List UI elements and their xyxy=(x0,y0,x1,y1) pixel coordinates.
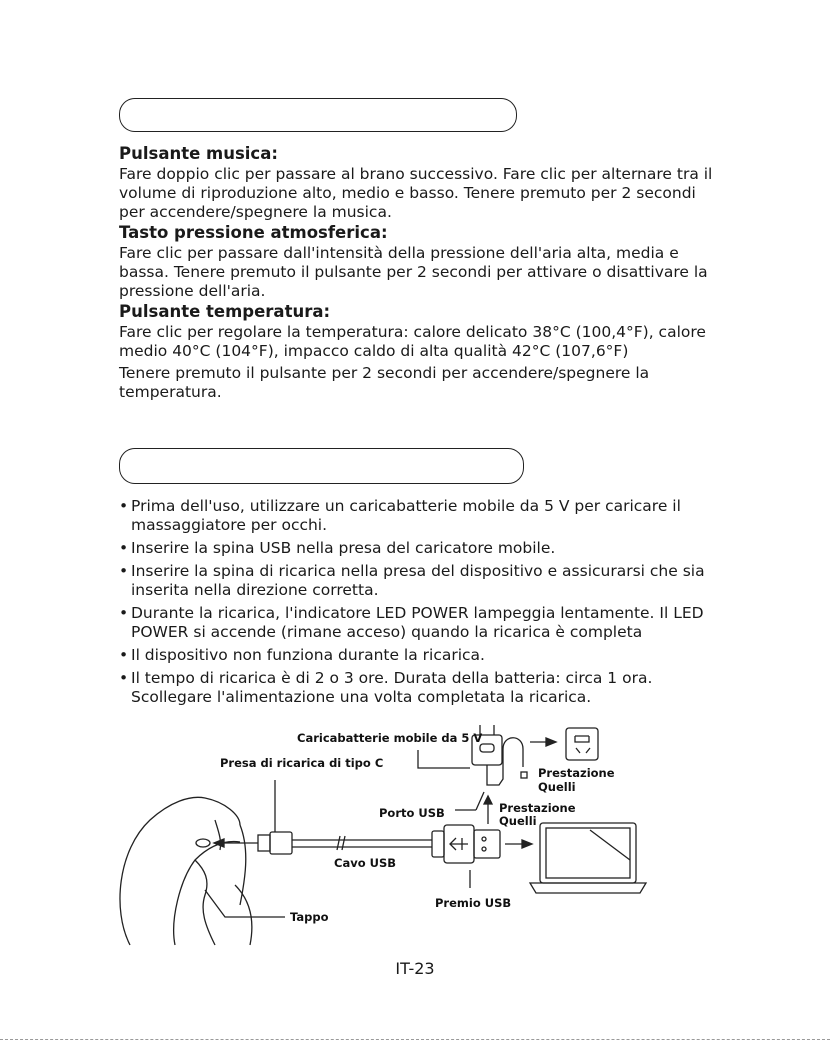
performance-label-1a: Prestazione xyxy=(538,766,615,780)
list-item: • Prima dell'uso, utilizzare un caricabatterie mobile da 5 V per caricare il massaggiatore per occhi. xyxy=(119,497,719,535)
usb-plug-label: Premio USB xyxy=(435,896,512,910)
usb-cable-label: Cavo USB xyxy=(334,856,396,870)
music-button-text: Fare doppio clic per passare al brano successivo. Fare clic per alternare tra il volume di riproduzione alto, medio e basso. Tenere premuto per 2 secondi per accendere/spegnere la musica. xyxy=(119,165,713,221)
type-c-label: Presa di ricarica di tipo C xyxy=(220,756,384,770)
buttons-section xyxy=(119,143,719,402)
music-button-title: Pulsante musica: xyxy=(119,144,278,163)
temperature-button-title: Pulsante temperatura: xyxy=(119,302,331,321)
list-item: • Inserire la spina di ricarica nella presa del dispositivo e assicurarsi che sia inserita nella direzione corretta. xyxy=(119,562,719,600)
section-header-box-2 xyxy=(119,448,524,484)
massager-outline xyxy=(120,797,240,945)
charger-label: Caricabatterie mobile da 5 V xyxy=(297,731,483,745)
charging-instructions-list xyxy=(119,497,719,711)
pressure-button-title: Tasto pressione atmosferica: xyxy=(119,223,388,242)
page-number: IT-23 xyxy=(395,959,435,978)
temperature-button-text-2: Tenere premuto il pulsante per 2 secondi per accendere/spegnere la temperatura. xyxy=(119,364,650,401)
list-item: • Durante la ricarica, l'indicatore LED POWER lampeggia lentamente. Il LED POWER si accende (rimane acceso) quando la ricarica è completa xyxy=(119,604,719,642)
temperature-button-text: Fare clic per regolare la temperatura: calore delicato 38°C (100,4°F), calore medio 40°C (104°F), impacco caldo di alta qualità 42°C (107,6°F) xyxy=(119,323,706,360)
charging-diagram xyxy=(0,720,830,960)
list-item: • Inserire la spina USB nella presa del caricatore mobile. xyxy=(119,539,719,558)
list-item: • Il dispositivo non funziona durante la ricarica. xyxy=(119,646,719,665)
performance-label-2a: Prestazione xyxy=(499,801,576,815)
section-header-box-1 xyxy=(119,98,517,132)
list-item: • Il tempo di ricarica è di 2 o 3 ore. Durata della batteria: circa 1 ora. Scollegare l'alimentazione una volta completata la ricarica. xyxy=(119,669,719,707)
pressure-button-text: Fare clic per passare dall'intensità della pressione dell'aria alta, media e bassa. Tenere premuto il pulsante per 2 secondi per attivare o disattivare la pressione dell'aria. xyxy=(119,244,708,300)
performance-label-1b: Quelli xyxy=(538,780,576,794)
type-c-plug xyxy=(258,835,270,851)
usb-plug xyxy=(432,831,444,857)
wall-socket-icon xyxy=(566,728,598,760)
performance-label-2b: Quelli xyxy=(499,814,537,828)
usb-port-label: Porto USB xyxy=(379,806,445,820)
cap-label: Tappo xyxy=(290,910,329,924)
